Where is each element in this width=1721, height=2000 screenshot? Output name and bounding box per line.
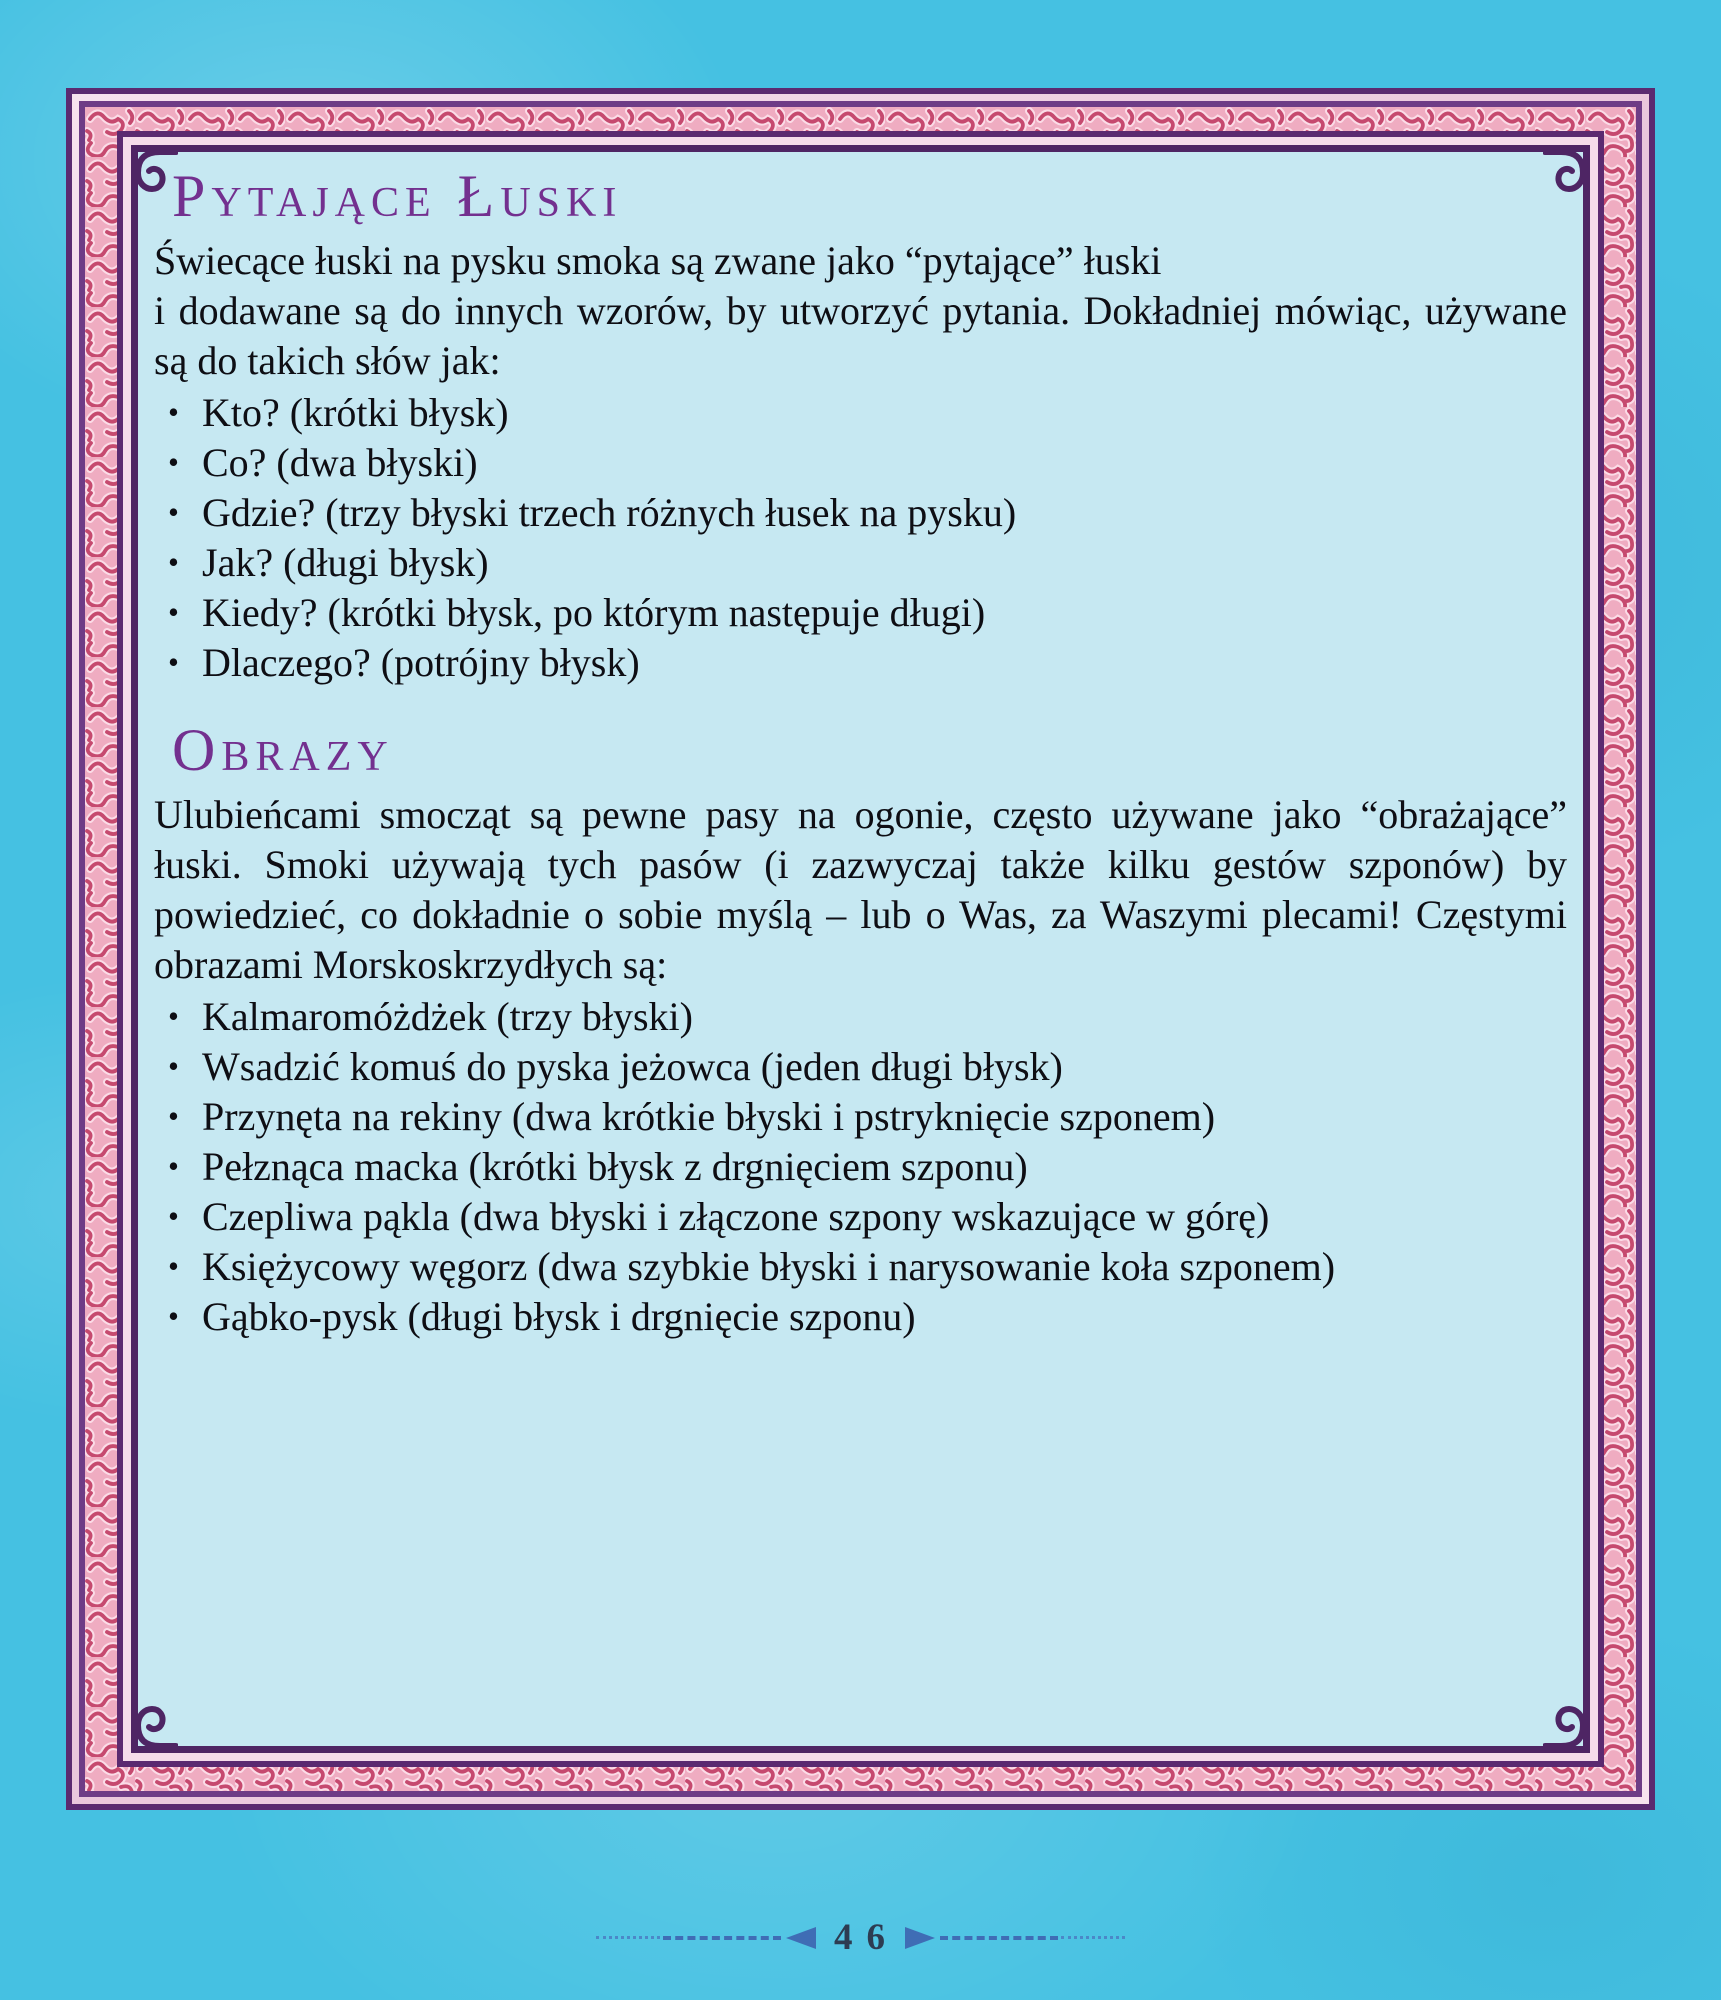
page-footer [0,1919,1721,1956]
list-item: • Co? (dwa błyski) [162,438,1567,488]
corner-flourish-icon [1543,1706,1589,1752]
intro-paragraph: i dodawane są do innych wzorów, by utworzyć pytania. Dokładniej mówiąc, używane są do takich słów jak: [154,288,1567,383]
frame-inner-band [117,131,1604,1767]
list-item: • Pełznąca macka (krótki błysk z drgnięciem szponu) [162,1142,1567,1192]
content-panel [131,145,1590,1753]
frame-ornament-band [85,107,1636,1791]
list-item: • Kalmaromóżdżek (trzy błyski) [162,992,1567,1042]
footer-dotted-rule [596,1936,660,1939]
list-item: • Kiedy? (krótki błysk, po którym następuje długi) [162,588,1567,638]
list-item: • Wsadzić komuś do pyska jeżowca (jeden długi błysk) [162,1042,1567,1092]
frame-outer-band [66,88,1655,1810]
footer-dashed-rule [663,1936,781,1940]
list-item: • Przynęta na rekiny (dwa krótkie błyski i pstryknięcie szponem) [162,1092,1567,1142]
arrow-left-icon [786,1927,816,1949]
decorative-frame [66,88,1655,1810]
corner-flourish-icon [1543,146,1589,192]
page-number: 46 [834,1917,899,1958]
page-content [138,152,1583,1342]
corner-flourish-icon [132,1706,178,1752]
list-item: • Jak? (długi błysk) [162,538,1567,588]
list-item: • Gąbko-pysk (długi błysk i drgnięcie szponu) [162,1292,1567,1342]
list-item: • Czepliwa pąkla (dwa błyski i złączone szpony wskazujące w górę) [162,1192,1567,1242]
list-item: • Dlaczego? (potrójny błysk) [162,638,1567,688]
question-scales-list [154,388,1567,688]
corner-flourish-icon [132,146,178,192]
arrow-right-icon [905,1927,935,1949]
intro-paragraph: Ulubieńcami smocząt są pewne pasy na ogonie, często używane jako “obrażające” łuski. Smoki używają tych pasów (i zazwyczaj także kilku gestów szponów) by powiedzieć, co dokładnie o sobie myślą – lub o Was, za Waszymi plecami! Częstymi obrazami Morskoskrzydłych są: [154,792,1567,987]
intro-lead-line: Świecące łuski na pysku smoka są zwane jako “pytające” łuski [154,238,1162,283]
list-item: • Kto? (krótki błysk) [162,388,1567,438]
insults-list [154,992,1567,1342]
section-heading-obrazy: Obrazy [172,717,394,783]
footer-dotted-rule [1061,1936,1125,1939]
list-item: • Księżycowy węgorz (dwa szybkie błyski i narysowanie koła szponem) [162,1242,1567,1292]
footer-dashed-rule [940,1936,1058,1940]
section-heading-pytajace-luski: Pytające Łuski [172,163,623,229]
list-item: • Gdzie? (trzy błyski trzech różnych łusek na pysku) [162,488,1567,538]
frame-purple-line [79,101,1642,1797]
